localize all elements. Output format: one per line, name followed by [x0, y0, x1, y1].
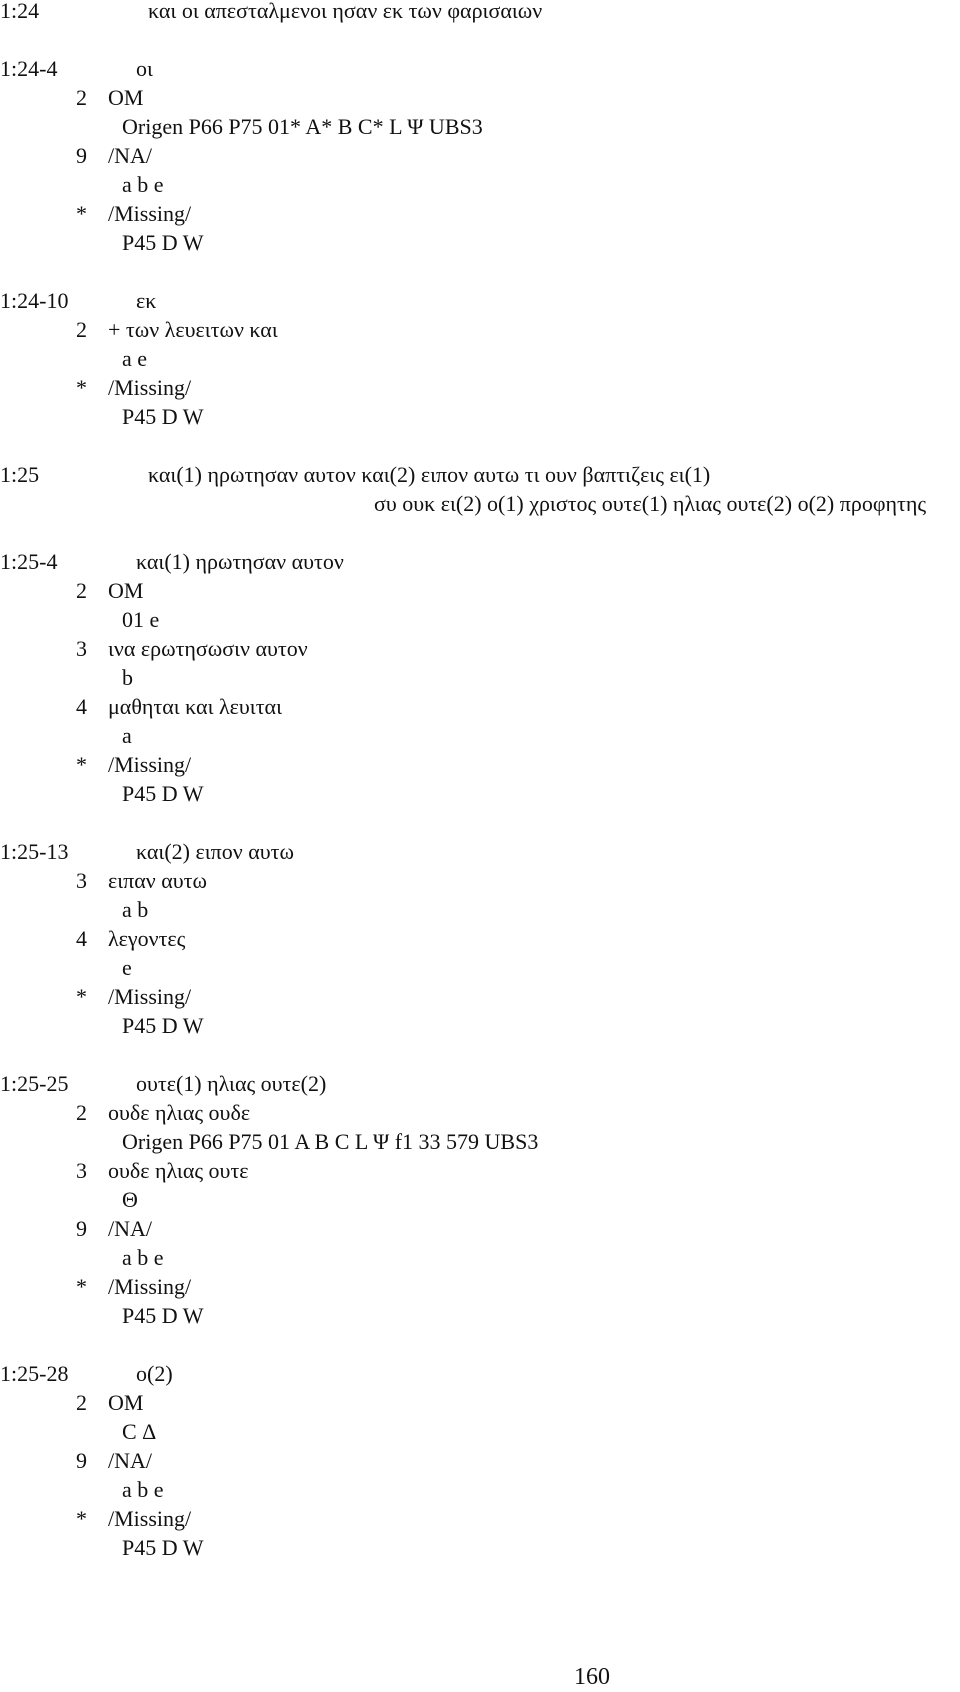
reading-text: ινα ερωτησωσιν αυτον: [108, 636, 308, 661]
variant-number: 9: [76, 143, 87, 168]
witness-list: b: [122, 665, 133, 690]
reading-text: λεγοντες: [108, 926, 186, 951]
verse-reference: 1:25-28: [0, 1361, 69, 1386]
verse-reference: 1:25-4: [0, 549, 58, 574]
variant-number: *: [76, 1506, 87, 1531]
reading-text: /Missing/: [108, 984, 192, 1009]
witness-list: P45 D W: [122, 404, 204, 429]
variant-number: *: [76, 1274, 87, 1299]
verse-reference: 1:24-4: [0, 56, 58, 81]
variant-number: 2: [76, 578, 87, 603]
witness-list: P45 D W: [122, 1303, 204, 1328]
reading-text: και(2) ειπον αυτω: [136, 839, 294, 864]
witness-list: P45 D W: [122, 230, 204, 255]
reading-text: μαθηται και λευιται: [108, 694, 282, 719]
reading-text: ο(2): [136, 1361, 173, 1386]
variant-number: 2: [76, 317, 87, 342]
witness-list: a b: [122, 897, 149, 922]
verse-reference: 1:25-13: [0, 839, 69, 864]
witness-list: a e: [122, 346, 148, 371]
witness-list: 01 e: [122, 607, 160, 632]
variant-number: *: [76, 375, 87, 400]
witness-list: C Δ: [122, 1419, 157, 1444]
variant-number: 3: [76, 636, 87, 661]
witness-list: Origen P66 P75 01 A B C L Ψ f1 33 579 UBS3: [122, 1129, 539, 1154]
reading-text: /NA/: [108, 143, 152, 168]
witness-list: Θ: [122, 1187, 138, 1212]
reading-text: εκ: [136, 288, 157, 313]
variant-number: 3: [76, 868, 87, 893]
verse-reference: 1:25: [0, 462, 40, 487]
reading-text: και οι απεσταλμενοι ησαν εκ των φαρισαιων: [148, 0, 543, 23]
verse-reference: 1:24-10: [0, 288, 69, 313]
variant-number: *: [76, 984, 87, 1009]
reading-text: και(1) ηρωτησαν αυτον: [136, 549, 344, 574]
witness-list: a b e: [122, 1245, 164, 1270]
witness-list: P45 D W: [122, 1013, 204, 1038]
variant-number: *: [76, 201, 87, 226]
witness-list: a b e: [122, 1477, 164, 1502]
variant-number: 9: [76, 1216, 87, 1241]
variant-number: 3: [76, 1158, 87, 1183]
witness-list: a: [122, 723, 132, 748]
reading-text: + των λευειτων και: [108, 317, 278, 342]
reading-text: OM: [108, 1390, 144, 1415]
reading-text: /Missing/: [108, 752, 192, 777]
witness-list: P45 D W: [122, 781, 204, 806]
reading-text: /Missing/: [108, 201, 192, 226]
reading-text: και(1) ηρωτησαν αυτον και(2) ειπον αυτω τι ουν βαπτιζεις ει(1): [148, 462, 711, 487]
verse-reference: 1:25-25: [0, 1071, 69, 1096]
witness-list: a b e: [122, 172, 164, 197]
variant-number: 4: [76, 694, 87, 719]
reading-text: ουδε ηλιας ουτε: [108, 1158, 249, 1183]
variant-number: 4: [76, 926, 87, 951]
verse-reference: 1:24: [0, 0, 40, 23]
reading-text: /Missing/: [108, 1274, 192, 1299]
reading-text: OM: [108, 85, 144, 110]
reading-text: ειπαν αυτω: [108, 868, 207, 893]
variant-number: *: [76, 752, 87, 777]
reading-text: ουτε(1) ηλιας ουτε(2): [136, 1071, 327, 1096]
witness-list: P45 D W: [122, 1535, 204, 1560]
reading-text: οι: [136, 56, 153, 81]
witness-list: e: [122, 955, 132, 980]
variant-number: 2: [76, 1100, 87, 1125]
variant-number: 2: [76, 1390, 87, 1415]
witness-list: Origen P66 P75 01* A* B C* L Ψ UBS3: [122, 114, 483, 139]
reading-text: ουδε ηλιας ουδε: [108, 1100, 251, 1125]
reading-text: OM: [108, 578, 144, 603]
reading-text: /NA/: [108, 1448, 152, 1473]
reading-text: /Missing/: [108, 375, 192, 400]
reading-text: /NA/: [108, 1216, 152, 1241]
variant-number: 2: [76, 85, 87, 110]
reading-text: συ ουκ ει(2) ο(1) χριστος ουτε(1) ηλιας ουτε(2) ο(2) προφητης: [374, 491, 927, 516]
page-number: 160: [574, 1664, 610, 1690]
reading-text: /Missing/: [108, 1506, 192, 1531]
variant-number: 9: [76, 1448, 87, 1473]
